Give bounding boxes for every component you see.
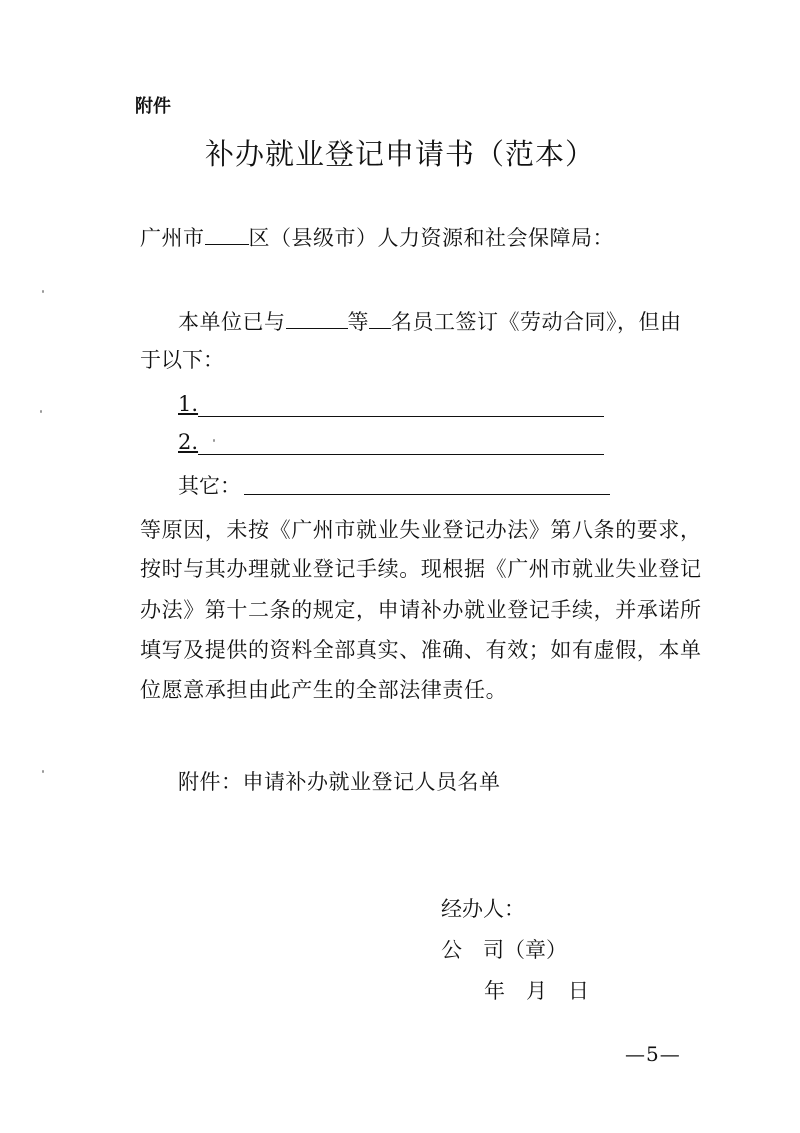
- paragraph1-part1: 本单位已与: [178, 310, 286, 334]
- paragraph1-line1: [178, 306, 682, 336]
- reason-1-blank[interactable]: [198, 416, 604, 417]
- reason-item-1: [178, 392, 198, 416]
- handler-label: 经办人：: [441, 897, 525, 921]
- body-line-2: 按时与其办理就业登记手续。现根据《广州市就业失业登记: [140, 557, 702, 581]
- paragraph1-line2: 于以下：: [140, 348, 224, 372]
- company-seal-label: 公 司（章）: [441, 938, 567, 962]
- page-number: —5—: [625, 1042, 681, 1066]
- body-line-3: 办法》第十二条的规定，申请补办就业登记手续，并承诺所: [140, 598, 702, 622]
- scan-speck: [40, 410, 42, 413]
- reason-item-2: [178, 430, 198, 454]
- addressee-line: [140, 222, 614, 252]
- reason-item-other: [178, 470, 241, 500]
- district-blank[interactable]: [205, 223, 249, 245]
- employee-name-blank[interactable]: [286, 307, 348, 329]
- reason-2-blank[interactable]: [198, 454, 604, 455]
- reason-number: 1.: [178, 392, 199, 416]
- attachment-label: 附件: [135, 96, 171, 117]
- document-title: 补办就业登记申请书（范本）: [204, 137, 595, 171]
- scan-speck: [213, 439, 215, 442]
- scan-speck: [42, 290, 44, 293]
- date-label: 年 月 日: [484, 979, 589, 1003]
- reason-number: 2.: [178, 430, 199, 454]
- body-line-5: 位愿意承担由此产生的全部法律责任。: [140, 678, 508, 702]
- employee-count-blank[interactable]: [369, 307, 391, 329]
- addressee-suffix: 区（县级市）人力资源和社会保障局：: [248, 226, 614, 250]
- paragraph1-part2: 等: [347, 310, 369, 334]
- addressee-prefix: 广州市: [140, 226, 205, 250]
- reason-other-blank[interactable]: [244, 494, 610, 495]
- reason-other-label: 其它：: [178, 474, 241, 498]
- scan-speck: [42, 770, 44, 773]
- body-line-1: 等原因，未按《广州市就业失业登记办法》第八条的要求，: [140, 518, 702, 542]
- attachment-note: 附件：申请补办就业登记人员名单: [178, 770, 501, 794]
- paragraph1-part3: 名员工签订《劳动合同》，但由: [391, 310, 682, 334]
- body-line-4: 填写及提供的资料全部真实、准确、有效；如有虚假，本单: [140, 638, 702, 662]
